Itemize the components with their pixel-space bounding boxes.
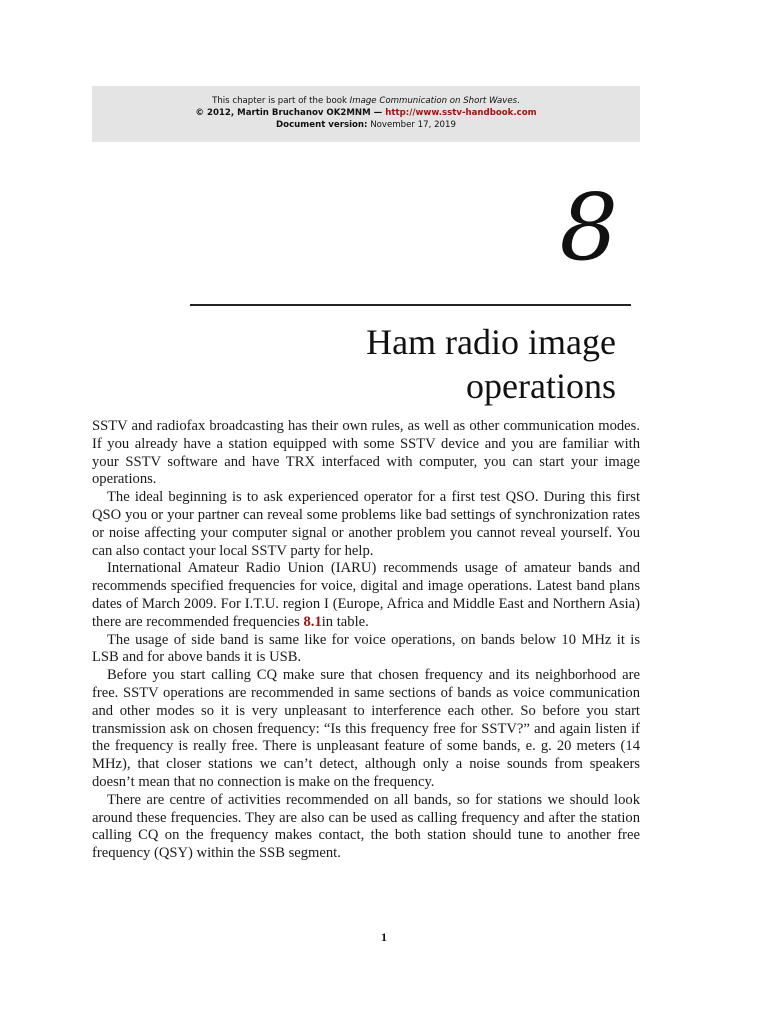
header-version-line: Document version: November 17, 2019 <box>276 120 456 130</box>
document-header-box <box>92 86 640 142</box>
paragraph: SSTV and radiofax broadcasting has their own rules, as well as other communication modes. If you already have a station equipped with some SSTV device and you are familiar with your SSTV software and have TRX interfaced with computer, you can start your image operations. <box>92 418 640 488</box>
chapter-number: 8 <box>559 174 618 281</box>
paragraph: The ideal beginning is to ask experienced operator for a first test QSO. During this first QSO you or your partner can reveal some problems like bad settings of synchronization rates or noise affecting your computer signal or another problem you cannot reveal yourself. You can also contact your local SSTV party for help. <box>92 489 640 559</box>
paragraph: Before you start calling CQ make sure that chosen frequency and its neighborhood are free. SSTV operations are recommended in same sections of bands as voice communication and other modes so it is very unpleasant to interference each other. So before you start transmission ask on chosen frequency: “Is this frequency free for SSTV?” and again listen if the frequency is really free. There is unpleasant feature of some bands, e. g. 20 meters (14 MHz), that closer stations we can’t detect, although only a noise sounds from speakers doesn’t mean that no connection is make on the frequency. <box>92 667 640 790</box>
page-number: 1 <box>381 930 387 944</box>
header-copyright-line: © 2012, Martin Bruchanov OK2MNM — http://www.sstv-handbook.com <box>195 108 537 118</box>
table-reference-link[interactable]: 8.1 <box>303 613 322 630</box>
header-book-line: This chapter is part of the book Image Communication on Short Waves. <box>212 96 520 106</box>
paragraph: The usage of side band is same like for voice operations, on bands below 10 MHz it is LSB and for above bands it is USB. <box>92 631 640 666</box>
chapter-body <box>92 418 640 863</box>
paragraph: International Amateur Radio Union (IARU) recommends usage of amateur bands and recommends specified frequencies for voice, digital and image operations. Latest band plans dates of March 2009. For I.T.U. region I (Europe, Africa and Middle East and Northern Asia) there are recommended frequencies 8.1in table. <box>92 560 640 630</box>
website-link[interactable]: http://www.sstv-handbook.com <box>385 108 537 118</box>
book-title: Image Communication on Short Waves <box>349 96 518 106</box>
chapter-title: Ham radio image operations <box>366 322 616 406</box>
paragraph: There are centre of activities recommended on all bands, so for stations we should look around these frequencies. They are also can be used as calling frequency and after the station calling CQ on the frequency makes contact, the both station should tune to another free frequency (QSY) within the SSB segment. <box>92 791 640 862</box>
chapter-divider <box>190 304 631 306</box>
